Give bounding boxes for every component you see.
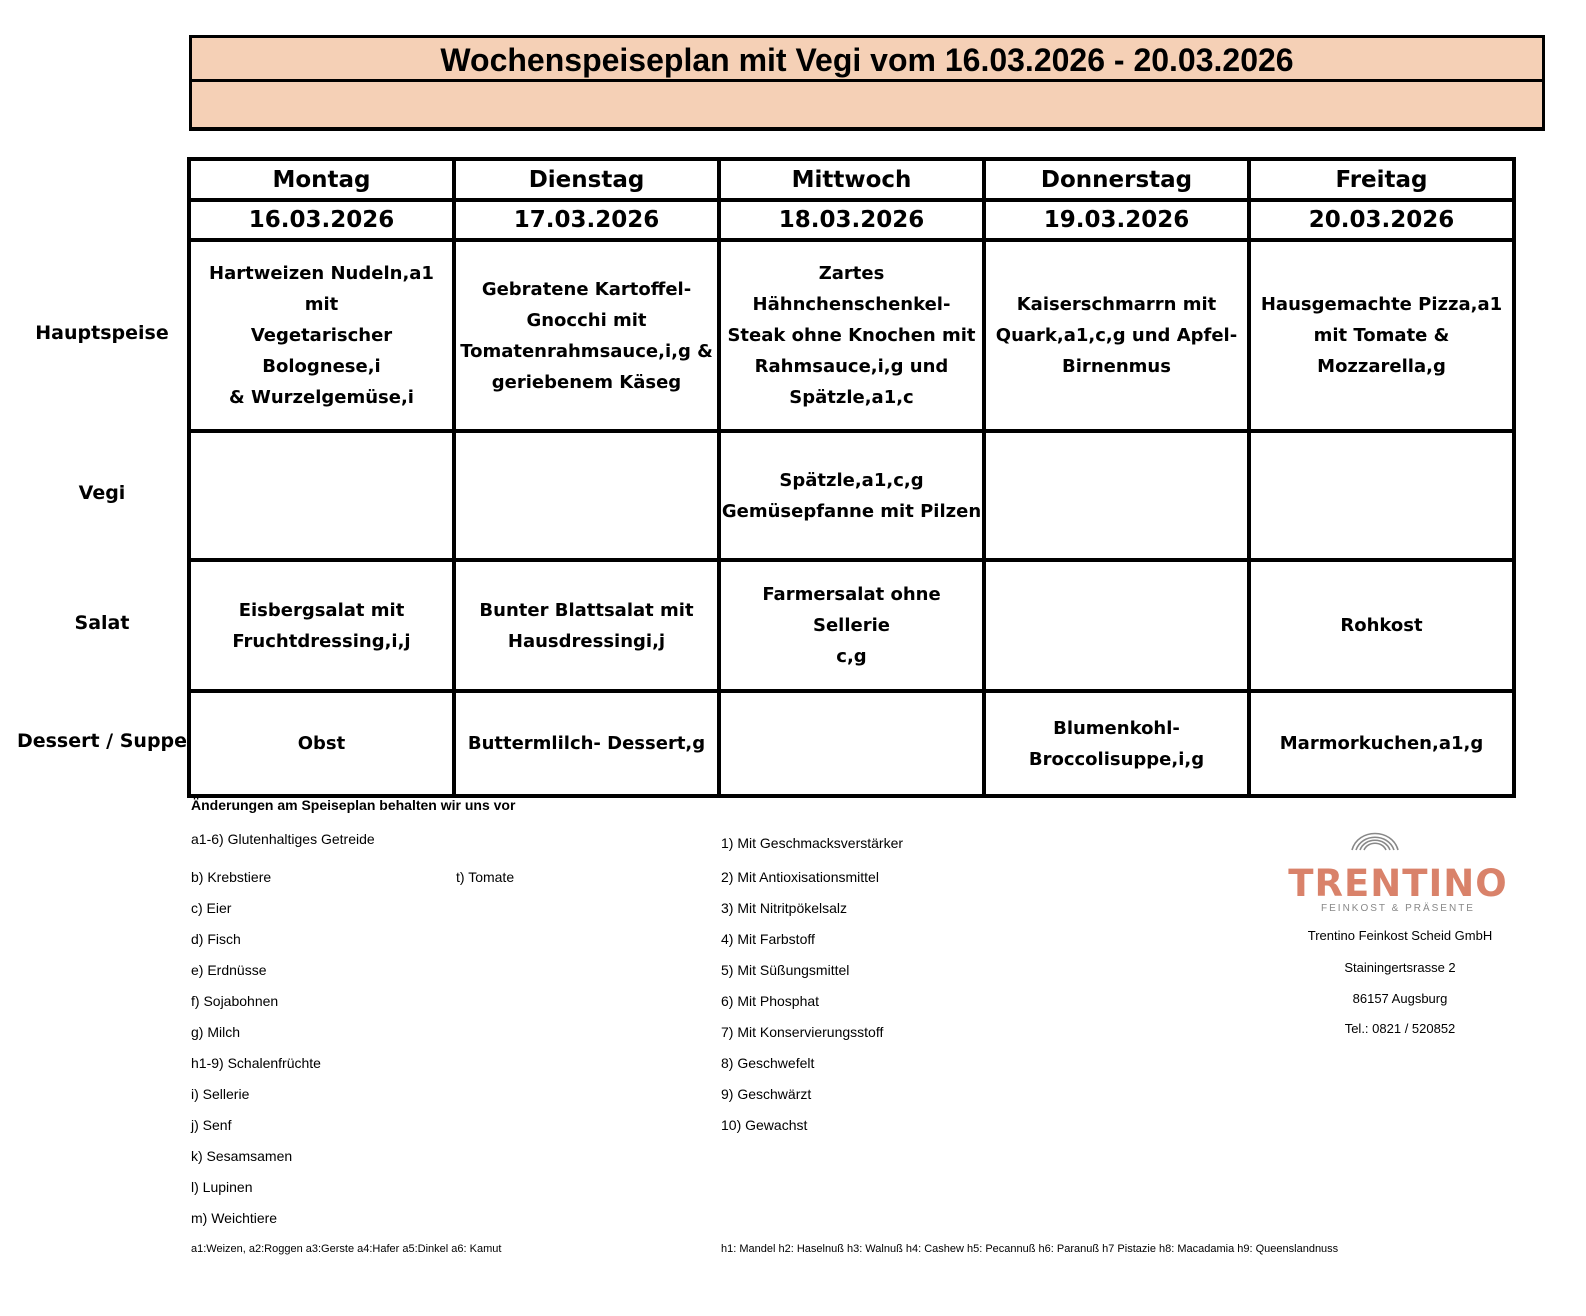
allergen-item: a1-6) Glutenhaltiges Getreide bbox=[191, 831, 375, 847]
additive-item: 4) Mit Farbstoff bbox=[721, 931, 815, 947]
day-date: 18.03.2026 bbox=[778, 207, 925, 233]
row-label-dessert: Dessert / Suppe bbox=[16, 730, 188, 752]
allergen-item: i) Sellerie bbox=[191, 1086, 250, 1102]
menu-cell-hauptspeise bbox=[454, 240, 719, 431]
allergen-item: c) Eier bbox=[191, 900, 232, 916]
menu-cell-hauptspeise bbox=[984, 240, 1249, 431]
allergen-item: f) Sojabohnen bbox=[191, 993, 279, 1009]
title-banner bbox=[189, 35, 1545, 131]
dish-text: Obst bbox=[297, 733, 346, 754]
day-name-donnerstag: Donnerstag bbox=[1040, 166, 1193, 193]
day-date: 19.03.2026 bbox=[1043, 207, 1190, 233]
dish-text: Eisbergsalat mit Fruchtdressing,i,j bbox=[232, 599, 411, 652]
menu-cell-salat bbox=[454, 560, 719, 691]
additive-item: 2) Mit Antioxisationsmittel bbox=[721, 869, 879, 885]
additive-item: 9) Geschwärzt bbox=[721, 1086, 812, 1102]
allergen-item: d) Fisch bbox=[191, 931, 241, 947]
additive-item: 6) Mit Phosphat bbox=[721, 993, 820, 1009]
day-name-montag: Montag bbox=[272, 166, 371, 193]
allergen-item: k) Sesamsamen bbox=[191, 1148, 293, 1164]
dish-text: Gebratene Kartoffel- Gnocchi mit Tomatenrahmsauce,i,g & geriebenem Käseg bbox=[460, 278, 713, 393]
day-date: 20.03.2026 bbox=[1308, 207, 1455, 233]
menu-cell-dessert bbox=[719, 691, 984, 796]
menu-cell-vegi bbox=[984, 431, 1249, 560]
menu-cell-salat bbox=[189, 560, 454, 691]
logo-subtitle: FEINKOST & PRÄSENTE bbox=[1321, 903, 1475, 914]
menu-cell-salat bbox=[984, 560, 1249, 691]
allergen-item: m) Weichtiere bbox=[191, 1210, 278, 1226]
dish-text: Hartweizen Nudeln,a1 mit Vegetarischer Bolognese,i & Wurzelgemüse,i bbox=[209, 263, 434, 408]
menu-cell-dessert bbox=[454, 691, 719, 796]
additive-item: 1) Mit Geschmacksverstärker bbox=[721, 835, 904, 851]
menu-cell-salat bbox=[719, 560, 984, 691]
allergen-item: h1-9) Schalenfrüchte bbox=[191, 1055, 321, 1071]
menu-cell-dessert bbox=[1249, 691, 1514, 796]
day-date: 17.03.2026 bbox=[513, 207, 660, 233]
additive-item: 3) Mit Nitritpökelsalz bbox=[721, 900, 848, 916]
allergen-item: l) Lupinen bbox=[191, 1179, 253, 1195]
additive-item: 10) Gewachst bbox=[721, 1117, 808, 1133]
row-label-salat: Salat bbox=[74, 612, 130, 634]
logo-wordmark: TRENTINO bbox=[1288, 862, 1508, 905]
menu-cell-vegi bbox=[454, 431, 719, 560]
day-date: 16.03.2026 bbox=[248, 207, 395, 233]
dish-text: Hausgemachte Pizza,a1 mit Tomate & Mozzarella,g bbox=[1260, 294, 1503, 377]
row-label-vegi: Vegi bbox=[78, 482, 126, 504]
company-name: Trentino Feinkost Scheid GmbH bbox=[1307, 928, 1493, 943]
day-name-dienstag: Dienstag bbox=[528, 166, 645, 193]
row-label-hauptspeise: Hauptspeise bbox=[35, 322, 169, 344]
company-street: Stainingertsrasse 2 bbox=[1344, 960, 1456, 975]
allergen-item: g) Milch bbox=[191, 1024, 241, 1040]
dish-text: Bunter Blattsalat mit Hausdressingi,j bbox=[479, 599, 694, 652]
menu-cell-dessert bbox=[984, 691, 1249, 796]
allergen-item: j) Senf bbox=[191, 1117, 232, 1133]
menu-cell-vegi bbox=[1249, 431, 1514, 560]
dish-text: Blumenkohl- Broccolisuppe,i,g bbox=[1028, 717, 1205, 770]
menu-cell-salat bbox=[1249, 560, 1514, 691]
dish-text: Zartes Hähnchenschenkel- Steak ohne Knochen mit Rahmsauce,i,g und Spätzle,a1,c bbox=[727, 263, 976, 408]
dish-text: Rohkost bbox=[1340, 615, 1423, 636]
menu-cell-hauptspeise bbox=[719, 240, 984, 431]
title-divider bbox=[192, 79, 1542, 82]
allergen-item: b) Krebstiere bbox=[191, 869, 272, 885]
grain-note: a1:Weizen, a2:Roggen a3:Gerste a4:Hafer a5:Dinkel a6: Kamut bbox=[191, 1243, 502, 1255]
allergen-tomate: t) Tomate bbox=[456, 869, 515, 885]
menu-cell-vegi bbox=[189, 431, 454, 560]
day-name-mittwoch: Mittwoch bbox=[791, 166, 912, 193]
allergen-item: e) Erdnüsse bbox=[191, 962, 267, 978]
menu-cell-vegi bbox=[719, 431, 984, 560]
additive-item: 5) Mit Süßungsmittel bbox=[721, 962, 850, 978]
additive-item: 7) Mit Konservierungsstoff bbox=[721, 1024, 884, 1040]
menu-cell-hauptspeise bbox=[1249, 240, 1514, 431]
company-city: 86157 Augsburg bbox=[1352, 991, 1448, 1006]
menu-cell-hauptspeise bbox=[189, 240, 454, 431]
page-title: Wochenspeiseplan mit Vegi vom 16.03.2026 - 20.03.2026 bbox=[440, 42, 1294, 78]
day-name-freitag: Freitag bbox=[1335, 166, 1428, 193]
dish-text: Spätzle,a1,c,g Gemüsepfanne mit Pilzen bbox=[721, 469, 982, 522]
dish-text: Farmersalat ohne Sellerie c,g bbox=[762, 584, 941, 667]
company-phone: Tel.: 0821 / 520852 bbox=[1344, 1021, 1456, 1036]
changes-note: Änderungen am Speiseplan behalten wir uns vor bbox=[191, 797, 516, 813]
dish-text: Buttermlilch- Dessert,g bbox=[467, 733, 706, 754]
dish-text: Marmorkuchen,a1,g bbox=[1279, 733, 1484, 754]
nut-note: h1: Mandel h2: Haselnuß h3: Walnuß h4: Cashew h5: Pecannuß h6: Paranuß h7 Pistazie h8: Macadamia h9: Queenslandnuss bbox=[721, 1243, 1339, 1255]
additive-item: 8) Geschwefelt bbox=[721, 1055, 815, 1071]
dish-text: Kaiserschmarrn mit Quark,a1,c,g und Apfel- Birnenmus bbox=[995, 294, 1238, 377]
menu-cell-dessert bbox=[189, 691, 454, 796]
